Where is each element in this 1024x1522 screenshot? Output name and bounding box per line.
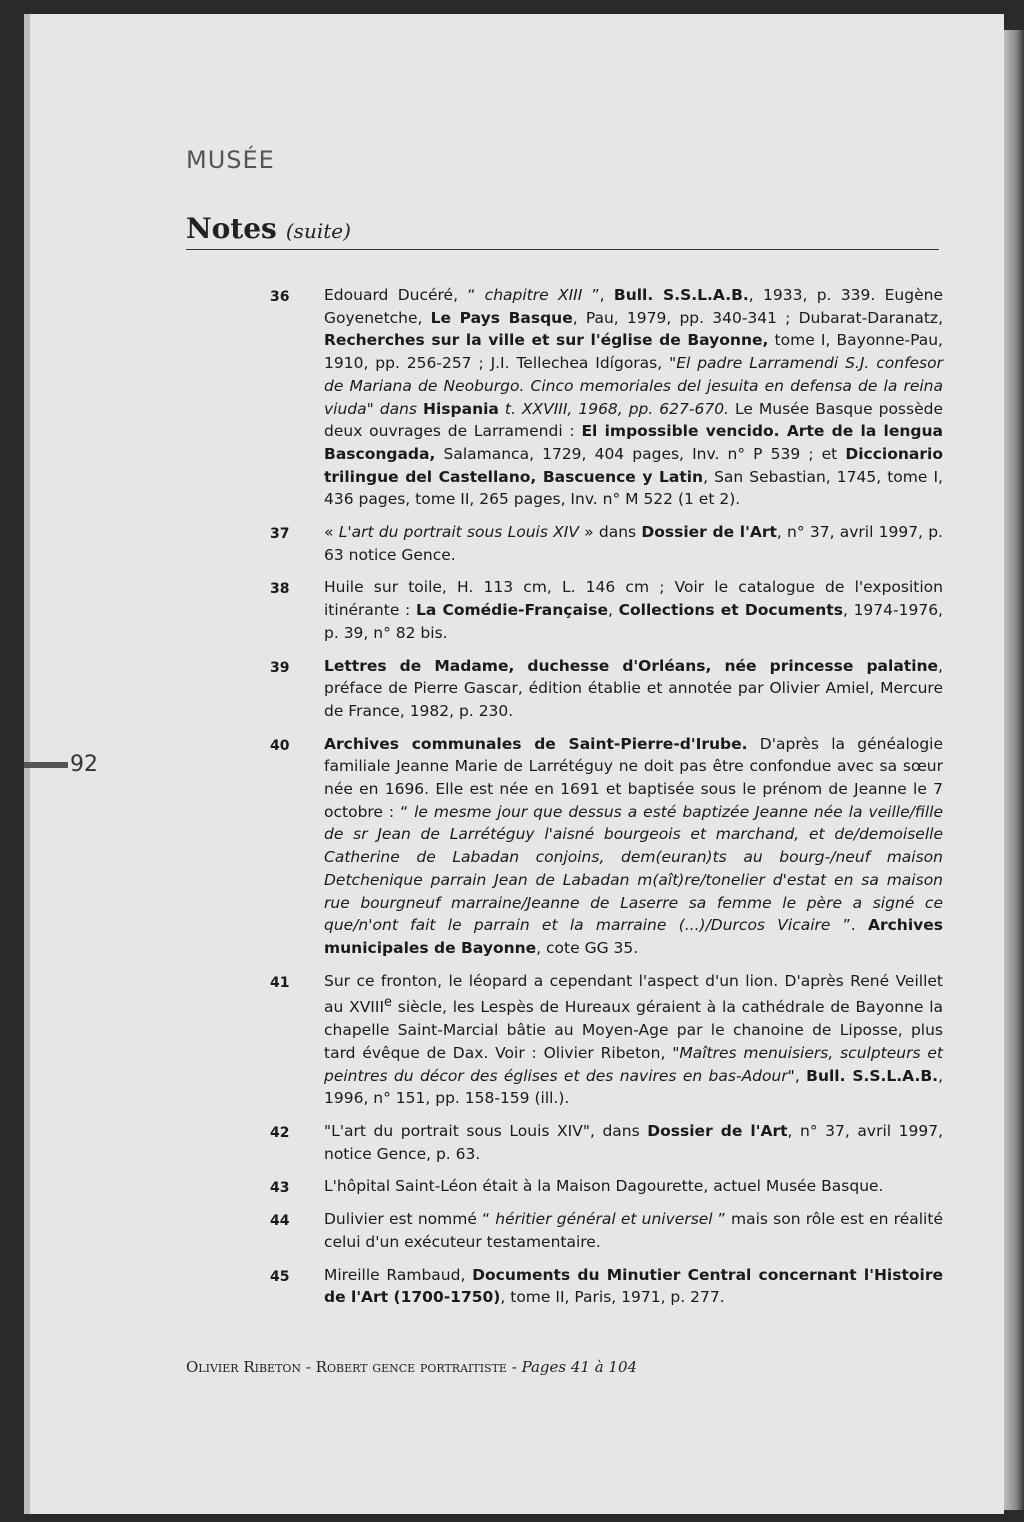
note-text-run: Dulivier est nommé “ xyxy=(324,1210,496,1229)
note-text-run: Le Musée Basque possède deux ouvrages de Larramendi : xyxy=(324,399,943,441)
note-text-run: Bull. S.S.L.A.B. xyxy=(613,286,749,304)
note-text-run: Hispania xyxy=(423,399,499,418)
note-number: 40 xyxy=(270,737,290,754)
note-text-run: El impossible vencido. Arte de la lengua Bascongada, xyxy=(324,422,943,463)
note-item xyxy=(186,521,943,566)
note-text-run: L'art du portrait sous Louis XIV xyxy=(338,523,579,542)
note-text-run: , San Sebastian, 1745, tome I, 436 pages, tome II, 265 pages, Inv. n° M 522 (1 et 2). xyxy=(324,467,943,509)
page-edge xyxy=(1004,30,1024,1510)
footer xyxy=(186,1358,637,1376)
note-text-run: ”. xyxy=(830,916,868,935)
note-number: 42 xyxy=(270,1125,290,1142)
note-text-run: "El padre Larramendi S.J. confesor de Mariana de Neoburgo. Cinco memoriales del jesuita en defensa de la reina viuda" dans xyxy=(324,354,943,418)
note-text xyxy=(324,576,943,644)
note-text-run: tome I, Bayonne-Pau, 1910, pp. 256-257 ; J.I. Tellechea Idígoras, xyxy=(324,331,943,373)
note-text xyxy=(324,284,943,511)
note-text-run: , cote GG 35. xyxy=(536,938,639,957)
note-item xyxy=(186,733,943,960)
note-number: 43 xyxy=(270,1180,290,1197)
note-text xyxy=(324,733,943,960)
notes-list xyxy=(186,284,943,1319)
note-text-run: ”, xyxy=(582,286,614,304)
note-item xyxy=(186,1264,943,1309)
note-text-run: Lettres de Madame, duchesse d'Orléans, née princesse palatine xyxy=(324,656,939,675)
note-text-run: , 1974-1976, p. 39, n° 82 bis. xyxy=(324,601,943,642)
note-text xyxy=(324,655,943,723)
note-text-run: Recherches sur la ville et sur l'église de Bayonne, xyxy=(324,331,769,350)
note-text-run: Bull. S.S.L.A.B. xyxy=(806,1066,939,1085)
note-item xyxy=(186,1208,943,1253)
note-number: 45 xyxy=(270,1268,290,1285)
note-text-run: Sur ce fronton, le léopard a cependant l'aspect d'un lion. D'après René Veillet au XVIII xyxy=(324,971,943,1017)
note-text-run: chapitre XIII xyxy=(484,286,583,304)
page-number: 92 xyxy=(70,752,98,777)
note-item xyxy=(186,576,943,644)
note-text-run: Archives municipales de Bayonne xyxy=(324,916,944,957)
note-number: 41 xyxy=(270,974,290,991)
note-text-run: , Pau, 1979, pp. 340-341 ; Dubarat-Daranatz, xyxy=(572,308,943,327)
note-text-run: Archives communales de Saint-Pierre-d'Irube. xyxy=(324,734,748,753)
note-text-run: ” mais son rôle est en réalité celui d'un exécuteur testamentaire. xyxy=(324,1210,943,1251)
heading-subtitle: (suite) xyxy=(285,219,351,243)
note-text-run: D'après la généalogie familiale Jeanne Marie de Larrétéguy ne doit pas être confondue avec sa sœur née en 1696. Elle est née en 1691 et baptisée sous le prénom de Jeanne le 7 octobre : “ xyxy=(324,734,944,821)
note-text-run: Edouard Ducéré, “ xyxy=(324,286,485,304)
heading-title: Notes xyxy=(186,212,277,245)
note-text xyxy=(324,970,943,1110)
margin-marker xyxy=(24,762,68,768)
note-number: 36 xyxy=(270,289,290,305)
note-text-run: , n° 37, avril 1997, notice Gence, p. 63. xyxy=(324,1122,944,1163)
note-text-run: , préface de Pierre Gascar, édition établie et annotée par Olivier Amiel, Mercure de France, 1982, p. 230. xyxy=(324,656,943,720)
note-text xyxy=(324,1175,943,1198)
note-text xyxy=(324,1120,943,1165)
footer-separator: - xyxy=(301,1358,316,1376)
note-item xyxy=(186,1120,943,1165)
note-text-run: e xyxy=(384,995,392,1011)
note-text-run: , n° 37, avril 1997, p. 63 notice Gence. xyxy=(324,523,943,564)
note-text-run: Diccionario trilingue del Castellano, Bascuence y Latin xyxy=(324,444,943,486)
note-text-run: , tome II, Paris, 1971, p. 277. xyxy=(500,1288,725,1307)
note-text-run: Salamanca, 1729, 404 pages, Inv. n° P 539 ; et xyxy=(435,444,846,463)
note-item xyxy=(186,970,943,1110)
note-item xyxy=(186,284,943,511)
footer-author: Olivier Ribeton xyxy=(186,1358,302,1376)
note-number: 39 xyxy=(270,659,290,676)
note-text-run: Mireille Rambaud, xyxy=(324,1265,473,1284)
note-text-run: Dossier de l'Art xyxy=(647,1122,788,1141)
note-text-run: "L'art du portrait sous Louis XIV", dans xyxy=(324,1122,648,1141)
note-number: 44 xyxy=(270,1213,290,1230)
note-text-run: "Maîtres menuisiers, sculpteurs et peintres du décor des églises et des navires en bas-Adour" xyxy=(324,1043,943,1085)
note-text-run: Collections et Documents xyxy=(618,601,843,620)
note-number: 37 xyxy=(270,526,290,543)
note-text-run: » dans xyxy=(578,523,642,542)
note-text-run: , xyxy=(794,1066,807,1085)
note-text-run: Le Pays Basque xyxy=(430,308,573,327)
notes-heading xyxy=(186,212,939,250)
note-text xyxy=(324,1264,943,1309)
note-text-run: Documents du Minutier Central concernant l'Histoire de l'Art (1700-1750) xyxy=(324,1265,943,1307)
footer-pages: Pages 41 à 104 xyxy=(521,1358,638,1376)
note-number: 38 xyxy=(270,581,290,598)
note-item xyxy=(186,1175,943,1198)
footer-separator: - xyxy=(506,1358,522,1376)
note-text-run: le mesme jour que dessus a esté baptizée Jeanne née la veille/fille de sr Jean de Larrétéguy l'aisné bourgeois et marchand, et de/demoiselle Catherine de Labadan conjoins, dem(euran)ts au bourg-/neuf maison Detchenique parrain Jean de Labadan m(aît)re/tonelier d'estat en sa maison rue bourgneuf marraine/Jeanne de Laserre sa femme le père a signé ce que/n'ont fait le parrain et la marraine (...)/Durcos Vicaire xyxy=(324,802,943,935)
note-text xyxy=(324,1208,943,1253)
note-text-run: héritier général et universel xyxy=(495,1210,713,1229)
note-text-run: siècle, les Lespès de Hureaux géraient à la cathédrale de Bayonne la chapelle Saint-Marcial bâtie au Moyen-Age par le chanoine de Liposse, plus tard évêque de Dax. Voir : Olivier Ribeton, xyxy=(324,998,944,1062)
note-text-run: Dossier de l'Art xyxy=(641,523,777,542)
note-item xyxy=(186,655,943,723)
note-text-run: La Comédie-Française xyxy=(415,601,608,620)
section-label: MUSÉE xyxy=(186,146,275,174)
note-text-run: , 1933, p. 339. Eugène Goyenetche, xyxy=(324,286,943,327)
note-text xyxy=(324,521,943,566)
note-text-run: « xyxy=(324,523,339,542)
footer-title: Robert gence portraitiste xyxy=(315,1358,507,1376)
note-text-run: t. XXVIII, 1968, pp. 627-670. xyxy=(504,399,729,418)
note-text-run: Huile sur toile, H. 113 cm, L. 146 cm ; Voir le catalogue de l'exposition itinérante : xyxy=(324,578,943,620)
note-text-run: , 1996, n° 151, pp. 158-159 (ill.). xyxy=(324,1066,943,1108)
note-text-run: , xyxy=(607,601,619,620)
note-text-run: L'hôpital Saint-Léon était à la Maison Dagourette, actuel Musée Basque. xyxy=(324,1177,884,1196)
